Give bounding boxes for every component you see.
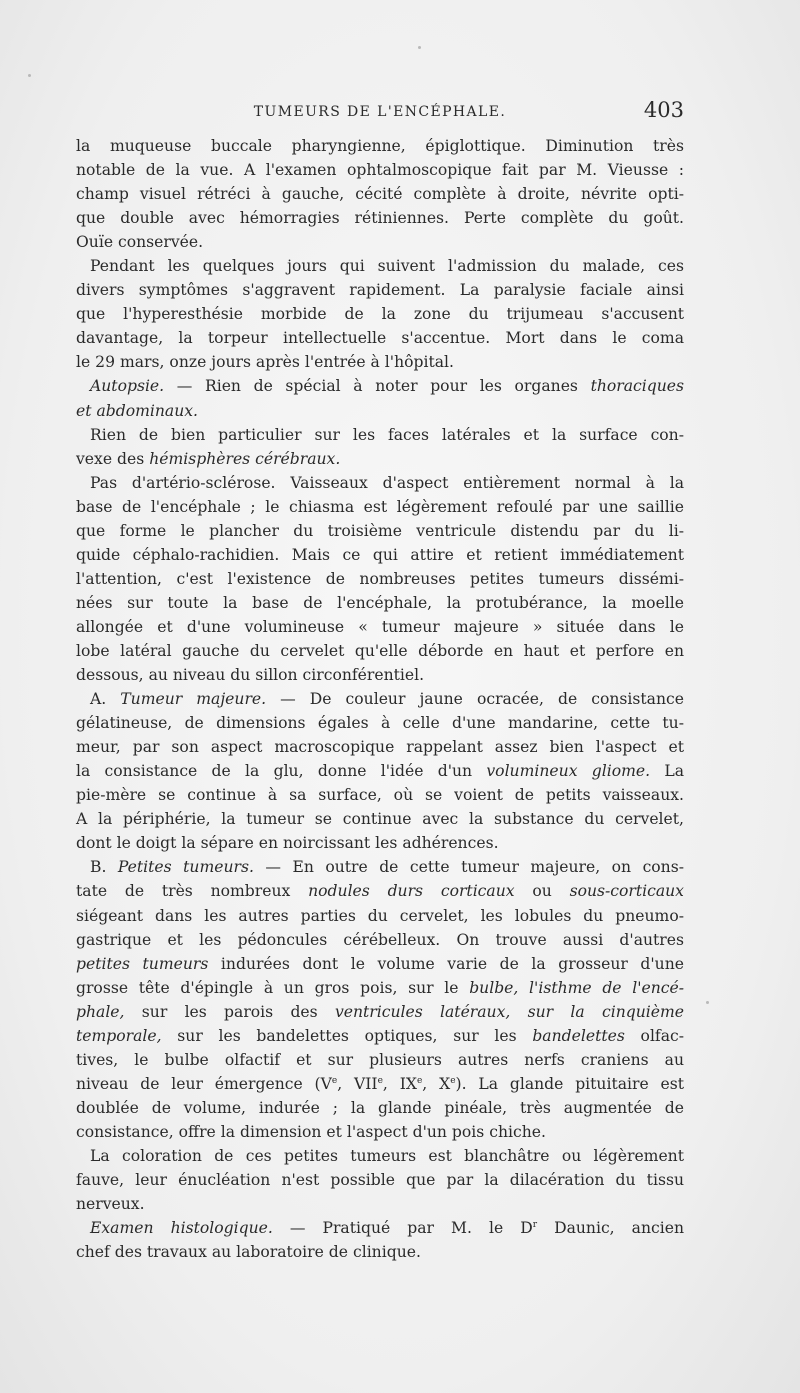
text-run: que l'hyperesthésie morbide de la zone du trijumeau s'accusent [76,305,684,324]
text-line [76,1000,684,1024]
text-run: , VII [337,1074,378,1093]
text-run: A la périphérie, la tumeur se continue avec la substance du cervelet, [76,810,684,829]
paper-speck [418,46,421,49]
italic-run: thoraciques [590,377,684,396]
text-run: que double avec hémorragies rétiniennes. Perte complète du goût. [76,209,684,228]
text-line [76,807,684,831]
text-run: ). La glande pituitaire est [455,1074,685,1093]
superscript-run: e [331,1075,338,1086]
text-run: la muqueuse buccale pharyngienne, épiglottique. Diminution très [76,137,684,155]
text-run: le 29 mars, onze jours après l'entrée à l'hôpital. [76,353,454,372]
text-run: tives, le bulbe olfactif et sur plusieurs autres nerfs craniens au [76,1050,684,1069]
text-line [76,230,684,254]
text-line [76,254,684,278]
italic-run: bandelettes [532,1026,625,1045]
italic-run: et abdominaux. [76,401,199,420]
text-run: base de l'encéphale ; le chiasma est légèrement refoulé par une saillie [76,497,684,516]
text-line [76,1024,684,1048]
text-line [76,879,684,903]
text-run: quide céphalo-rachidien. Mais ce qui attire et retient immédiatement [76,545,684,564]
text-line [76,759,684,783]
italic-run: hémisphères cérébraux. [149,449,341,468]
italic-run: phale, [76,1002,125,1021]
text-run: Pendant les quelques jours qui suivent l'admission du malade, ces [90,257,684,276]
text-line [76,952,684,976]
text-run: meur, par son aspect macroscopique rappelant assez bien l'aspect et [76,738,684,757]
text-line [76,1072,684,1096]
text-run: Ouïe conservée. [76,233,204,252]
page-number: 403 [643,98,684,122]
italic-run: Petites tumeurs. [117,858,254,877]
text-run: consistance, offre la dimension et l'aspect d'un pois chiche. [76,1122,546,1141]
text-run: Rien de bien particulier sur les faces latérales et la surface con- [90,425,684,444]
text-line [76,326,684,350]
text-line [76,302,684,326]
text-line [76,1216,684,1240]
text-run: nées sur toute la base de l'encéphale, la protubérance, la moelle [76,593,684,612]
text-line [76,399,684,423]
text-line [76,639,684,663]
text-line [76,350,684,374]
italic-run: temporale, [76,1026,162,1045]
text-run: davantage, la torpeur intellectuelle s'accentue. Mort dans le coma [76,329,684,348]
text-line [76,206,684,230]
text-run: A. [90,690,121,709]
text-run: que forme le plancher du troisième ventricule distendu par du li- [76,521,684,540]
text-line [76,374,684,398]
italic-run: Autopsie. [90,377,165,396]
text-run: vexe des [76,449,150,468]
text-line [76,615,684,639]
italic-run: Examen histologique. [90,1219,273,1238]
text-run: gélatineuse, de dimensions égales à celle d'une mandarine, cette tu- [76,714,684,733]
text-run: sur les bandelettes optiques, sur les [161,1026,533,1045]
text-run: , X [422,1074,451,1093]
superscript-run: e [416,1075,423,1086]
running-title: TUMEURS DE L'ENCÉPHALE. [253,104,507,120]
text-line [76,928,684,952]
text-line [76,855,684,879]
text-run: lobe latéral gauche du cervelet qu'elle déborde en haut et perfore en [76,641,684,660]
text-run: allongée et d'une volumineuse « tumeur majeure » située dans le [76,617,684,636]
text-run: notable de la vue. A l'examen ophtalmoscopique fait par M. Vieusse : [76,161,684,180]
text-run: La coloration de ces petites tumeurs est blanchâtre ou légèrement [90,1146,684,1165]
text-line [76,543,684,567]
text-line [76,495,684,519]
text-line [76,158,684,182]
text-line [76,904,684,928]
text-run: tate de très nombreux [76,882,309,901]
text-line [76,711,684,735]
text-run: l'attention, c'est l'existence de nombreuses petites tumeurs dissémi- [76,569,684,588]
text-run: B. [90,858,118,877]
text-line [76,591,684,615]
text-line [76,134,684,158]
text-run: La [650,762,684,781]
superscript-run: e [450,1075,456,1086]
text-line [76,1240,684,1264]
text-line [76,447,684,471]
italic-run: bulbe, l'isthme de l'encé- [469,978,685,997]
italic-run: petites tumeurs [76,954,209,973]
text-run: divers symptômes s'aggravent rapidement. La paralysie faciale ainsi [76,281,684,300]
text-line [76,1192,684,1216]
text-run: sur les parois des [124,1002,335,1021]
text-run: fauve, leur énucléation n'est possible que par la dilacération du tissu [76,1171,684,1190]
text-run: niveau de leur émergence (V [76,1074,332,1093]
text-line [76,687,684,711]
text-line [76,278,684,302]
text-run: pie-mère se continue à sa surface, où se voient de petits vaisseaux. [76,786,684,805]
text-line [76,735,684,759]
text-line [76,1120,684,1144]
italic-run: sous-corticaux [569,882,684,901]
text-line [76,182,684,206]
italic-run: nodules durs corticaux [308,882,515,901]
italic-run: Tumeur majeure. [120,690,267,709]
text-run: grosse tête d'épingle à un gros pois, sur le [76,978,470,997]
text-run: olfac- [624,1026,684,1045]
text-line [76,567,684,591]
paper-speck [28,74,31,77]
text-run: siégeant dans les autres parties du cervelet, les lobules du pneumo- [76,906,684,925]
text-run: Pas d'artério-sclérose. Vaisseaux d'aspect entièrement normal à la [90,473,684,492]
text-run: indurées dont le volume varie de la grosseur d'une [208,954,684,973]
text-line [76,423,684,447]
text-run: gastrique et les pédoncules cérébelleux. On trouve aussi d'autres [76,930,684,949]
text-run: ou [514,882,570,901]
text-run: dessous, au niveau du sillon circonférentiel. [76,666,425,685]
text-line [76,1048,684,1072]
paper-speck [706,1001,709,1004]
italic-run: volumineux gliome. [486,762,651,781]
body-text [76,134,684,1264]
text-line [76,471,684,495]
text-line [76,519,684,543]
text-line [76,663,684,687]
text-run: — Rien de spécial à noter pour les organes [164,377,591,396]
text-run: doublée de volume, indurée ; la glande pinéale, très augmentée de [76,1098,684,1117]
superscript-run: e [377,1075,383,1086]
text-run: , IX [382,1074,417,1093]
text-line [76,1144,684,1168]
text-line [76,831,684,855]
running-head [76,98,684,128]
text-run: — Pratiqué par M. le D [272,1219,533,1238]
text-line [76,976,684,1000]
text-run: Daunic, ancien [537,1219,685,1238]
superscript-run: r [532,1219,538,1230]
text-run: champ visuel rétréci à gauche, cécité complète à droite, névrite opti- [76,185,684,204]
text-run: nerveux. [76,1195,145,1214]
italic-run: ventricules latéraux, sur la cinquième [334,1002,684,1021]
text-run: — De couleur jaune ocracée, de consistance [266,690,684,709]
text-line [76,1168,684,1192]
text-line [76,1096,684,1120]
text-run: dont le doigt la sépare en noircissant les adhérences. [76,834,499,853]
text-run: chef des travaux au laboratoire de clinique. [76,1243,421,1262]
text-line [76,783,684,807]
text-run: — En outre de cette tumeur majeure, on cons- [253,858,685,877]
text-run: la consistance de la glu, donne l'idée d'un [76,762,487,781]
